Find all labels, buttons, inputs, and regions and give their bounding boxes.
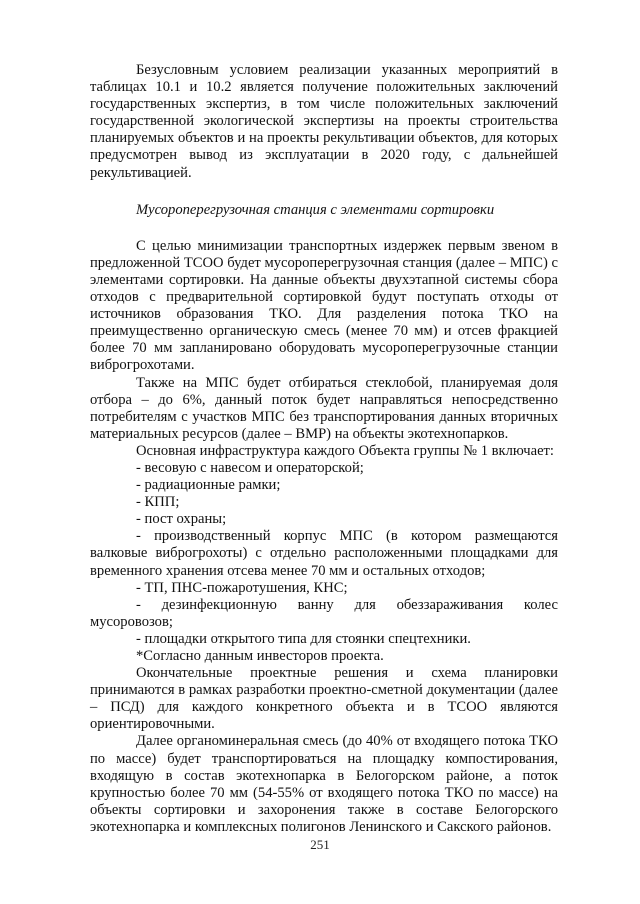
paragraph-flows: Далее органоминеральная смесь (до 40% от входящего потока ТКО по массе) будет транспортироваться на площадку компостирования, входящую в состав экотехнопарка в Белогорском районе, а поток крупностью более 70 мм (54-55% от входящего потока ТКО по массе) на объекты сортировки и захоронения также в составе Белогорского экотехнопарка и комплексных полигонов Ленинского и Сакского районов. [90, 733, 558, 835]
list-item: - весовую с навесом и операторской; [136, 459, 364, 476]
paragraph-final-decisions: Окончательные проектные решения и схема планировки принимаются в рамках разработки проектно-сметной документации (далее – ПСД) для каждого конкретного объекта и в ТСОО являются ориентировочными. [90, 665, 558, 733]
investor-note: *Согласно данным инвесторов проекта. [136, 648, 384, 664]
section-heading: Мусороперегрузочная станция с элементами сортировки [136, 201, 495, 218]
paragraph-glass: Также на МПС будет отбираться стеклобой, планируемая доля отбора – до 6%, данный поток будет направляться непосредственно потребителям с участков МПС без транспортирования данных вторичных материальных ресурсов (далее – ВМР) на объекты экотехнопарков. [90, 374, 558, 442]
list-item: - производственный корпус МПС (в котором размещаются валковые виброгрохоты) с отдельно расположенными площадками для временного хранения отсева менее 70 мм и остальных отходов; [90, 528, 558, 579]
document-body [90, 62, 558, 836]
paragraph-purpose: С целью минимизации транспортных издержек первым звеном в предложенной ТСОО будет мусороперегрузочная станция (далее – МПС) с элементами сортировки. На данные объекты двухэтапной системы сбора отходов с предварительной сортировкой будут поступать отходы от источников образования ТКО. Для разделения потока ТКО на преимущественно органическую смесь (менее 70 мм) и отсев фракцией более 70 мм запланировано оборудовать мусороперегрузочные станции виброгрохотами. [90, 237, 558, 374]
paragraph-conditions: Безусловным условием реализации указанных мероприятий в таблицах 10.1 и 10.2 является получение положительных заключений государственных экспертиз, в том числе положительных заключений государственной экологической экспертизы на проекты строительства планируемых объектов и на проекты рекультивации объектов, для которых предусмотрен вывод из эксплуатации в 2020 году, с дальнейшей рекультивацией. [90, 62, 558, 181]
list-item: - ТП, ПНС-пожаротушения, КНС; [136, 579, 348, 596]
list-item: - пост охраны; [136, 511, 227, 528]
list-item: - площадки открытого типа для стоянки спецтехники. [136, 630, 471, 647]
page-number: 251 [310, 837, 330, 852]
list-item: - дезинфекционную ванну для обеззараживания колес мусоровозов; [90, 596, 558, 630]
paragraph-infrastructure-intro: Основная инфраструктура каждого Объекта группы № 1 включает: [136, 442, 554, 459]
infrastructure-list [90, 460, 558, 648]
list-item: - КПП; [136, 494, 180, 511]
list-item: - радиационные рамки; [136, 477, 281, 494]
